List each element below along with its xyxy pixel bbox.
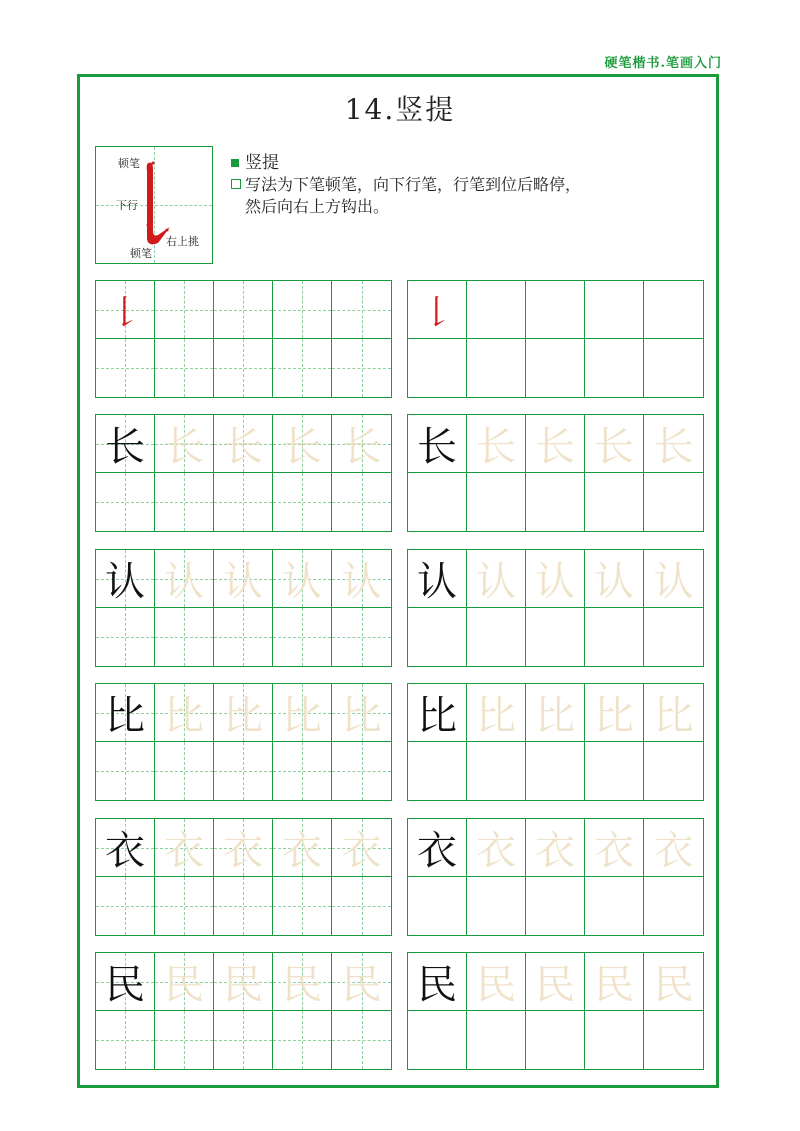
- grid-cell[interactable]: [467, 281, 526, 339]
- grid-cell[interactable]: 比: [644, 684, 703, 742]
- demo-label-right: 右上挑: [166, 235, 199, 248]
- practice-grid-3-left: [95, 683, 392, 801]
- page-title: 14.竖提: [344, 93, 456, 126]
- grid-cell[interactable]: 衣: [155, 819, 214, 877]
- grid-cell[interactable]: [155, 1011, 214, 1069]
- grid-cell[interactable]: [526, 608, 585, 666]
- grid-cell[interactable]: 长: [155, 415, 214, 473]
- stroke-method-cont: 然后向右上方钩出。: [245, 197, 390, 216]
- grid-cell[interactable]: [467, 877, 526, 935]
- grid-cell[interactable]: 比: [585, 684, 644, 742]
- grid-cell[interactable]: 比: [332, 684, 391, 742]
- grid-cell[interactable]: [467, 1011, 526, 1069]
- grid-cell[interactable]: [526, 339, 585, 397]
- grid-cell[interactable]: [96, 1011, 155, 1069]
- grid-cell[interactable]: [332, 1011, 391, 1069]
- grid-cell[interactable]: 衣: [332, 819, 391, 877]
- grid-cell[interactable]: 民: [644, 953, 703, 1011]
- grid-cell[interactable]: 比: [273, 684, 332, 742]
- grid-cell[interactable]: 民: [585, 953, 644, 1011]
- stroke-description: [231, 152, 701, 218]
- grid-cell[interactable]: 长: [585, 415, 644, 473]
- grid-cell[interactable]: 衣: [644, 819, 703, 877]
- grid-cell[interactable]: [526, 281, 585, 339]
- grid-cell[interactable]: 衣: [467, 819, 526, 877]
- grid-cell[interactable]: 民: [332, 953, 391, 1011]
- grid-cell[interactable]: [332, 473, 391, 531]
- grid-cell[interactable]: [585, 877, 644, 935]
- grid-cell[interactable]: [408, 339, 467, 397]
- grid-cell[interactable]: 认: [408, 550, 467, 608]
- practice-grid-3-right: [407, 683, 704, 801]
- practice-grid-2-right: [407, 549, 704, 667]
- grid-cell[interactable]: [585, 281, 644, 339]
- grid-cell[interactable]: 民: [526, 953, 585, 1011]
- grid-cell[interactable]: 认: [96, 550, 155, 608]
- demo-label-middle: 下行: [116, 199, 138, 212]
- grid-cell[interactable]: [273, 473, 332, 531]
- grid-cell[interactable]: [96, 339, 155, 397]
- grid-cell[interactable]: [273, 877, 332, 935]
- grid-cell[interactable]: [155, 339, 214, 397]
- practice-grid-4-left: [95, 818, 392, 936]
- header-tag: 硬笔楷书.笔画入门: [604, 56, 722, 71]
- grid-cell[interactable]: 长: [644, 415, 703, 473]
- bullet-empty-icon: [231, 179, 241, 189]
- grid-cell[interactable]: [214, 1011, 273, 1069]
- grid-cell[interactable]: [467, 742, 526, 800]
- grid-cell[interactable]: [585, 1011, 644, 1069]
- practice-grid-1-left: [95, 414, 392, 532]
- grid-cell[interactable]: 认: [273, 550, 332, 608]
- grid-cell[interactable]: 比: [214, 684, 273, 742]
- grid-cell[interactable]: 长: [214, 415, 273, 473]
- practice-grid-4-right: [407, 818, 704, 936]
- practice-grid-0-right: [407, 280, 704, 398]
- grid-cell[interactable]: 民: [273, 953, 332, 1011]
- grid-cell[interactable]: 衣: [526, 819, 585, 877]
- grid-cell[interactable]: [214, 339, 273, 397]
- grid-cell[interactable]: 认: [526, 550, 585, 608]
- stroke-name: 竖提: [245, 153, 279, 173]
- grid-cell[interactable]: 民: [467, 953, 526, 1011]
- grid-cell[interactable]: 长: [96, 415, 155, 473]
- grid-cell[interactable]: [644, 608, 703, 666]
- grid-cell[interactable]: [526, 473, 585, 531]
- grid-cell[interactable]: [214, 742, 273, 800]
- practice-grid-0-left: [95, 280, 392, 398]
- grid-cell[interactable]: [644, 281, 703, 339]
- grid-cell[interactable]: [467, 608, 526, 666]
- grid-cell[interactable]: 衣: [96, 819, 155, 877]
- grid-cell[interactable]: [585, 339, 644, 397]
- demo-label-bottom: 顿笔: [130, 247, 152, 260]
- grid-cell[interactable]: [96, 473, 155, 531]
- grid-cell[interactable]: [332, 339, 391, 397]
- practice-grid-1-right: [407, 414, 704, 532]
- grid-cell[interactable]: 认: [155, 550, 214, 608]
- grid-cell[interactable]: [332, 877, 391, 935]
- practice-grid-5-left: [95, 952, 392, 1070]
- grid-cell[interactable]: [408, 742, 467, 800]
- grid-cell[interactable]: [155, 742, 214, 800]
- grid-cell[interactable]: 衣: [214, 819, 273, 877]
- grid-cell[interactable]: [214, 608, 273, 666]
- grid-cell[interactable]: [96, 877, 155, 935]
- grid-cell[interactable]: 认: [585, 550, 644, 608]
- grid-cell[interactable]: [585, 742, 644, 800]
- grid-cell[interactable]: [467, 339, 526, 397]
- grid-cell[interactable]: [273, 608, 332, 666]
- grid-cell[interactable]: [467, 473, 526, 531]
- grid-cell[interactable]: 民: [214, 953, 273, 1011]
- grid-cell[interactable]: [273, 1011, 332, 1069]
- grid-cell[interactable]: [155, 877, 214, 935]
- grid-cell[interactable]: [273, 281, 332, 339]
- grid-cell[interactable]: 长: [467, 415, 526, 473]
- grid-cell[interactable]: [526, 877, 585, 935]
- grid-cell[interactable]: [214, 473, 273, 531]
- grid-cell[interactable]: 长: [526, 415, 585, 473]
- practice-grid-2-left: [95, 549, 392, 667]
- grid-cell[interactable]: [644, 1011, 703, 1069]
- demo-label-top: 顿笔: [118, 157, 140, 170]
- grid-cell[interactable]: 𠄌: [96, 281, 155, 339]
- grid-cell[interactable]: 长: [273, 415, 332, 473]
- grid-cell[interactable]: 衣: [273, 819, 332, 877]
- grid-cell[interactable]: [155, 608, 214, 666]
- grid-cell[interactable]: [644, 877, 703, 935]
- grid-cell[interactable]: [526, 1011, 585, 1069]
- grid-cell[interactable]: [96, 742, 155, 800]
- grid-cell[interactable]: 认: [644, 550, 703, 608]
- grid-cell[interactable]: 衣: [585, 819, 644, 877]
- grid-cell[interactable]: [155, 281, 214, 339]
- grid-cell[interactable]: 民: [408, 953, 467, 1011]
- grid-cell[interactable]: [332, 742, 391, 800]
- grid-cell[interactable]: [526, 742, 585, 800]
- grid-cell[interactable]: 认: [467, 550, 526, 608]
- grid-cell[interactable]: [408, 608, 467, 666]
- grid-cell[interactable]: [408, 877, 467, 935]
- grid-cell[interactable]: 民: [96, 953, 155, 1011]
- grid-cell[interactable]: 认: [214, 550, 273, 608]
- grid-cell[interactable]: 长: [332, 415, 391, 473]
- grid-cell[interactable]: 比: [467, 684, 526, 742]
- grid-cell[interactable]: [273, 742, 332, 800]
- grid-cell[interactable]: 衣: [408, 819, 467, 877]
- grid-cell[interactable]: [408, 473, 467, 531]
- grid-cell[interactable]: 比: [155, 684, 214, 742]
- grid-cell[interactable]: [644, 742, 703, 800]
- practice-grid-5-right: [407, 952, 704, 1070]
- grid-cell[interactable]: [155, 473, 214, 531]
- grid-cell[interactable]: [214, 281, 273, 339]
- grid-cell[interactable]: 民: [155, 953, 214, 1011]
- stroke-demo-box: [95, 146, 213, 264]
- grid-cell[interactable]: [585, 473, 644, 531]
- grid-cell[interactable]: 认: [332, 550, 391, 608]
- grid-cell[interactable]: 长: [408, 415, 467, 473]
- grid-cell[interactable]: [644, 339, 703, 397]
- grid-cell[interactable]: 𠄌: [408, 281, 467, 339]
- grid-cell[interactable]: [585, 608, 644, 666]
- bullet-filled-icon: [231, 159, 239, 167]
- grid-cell[interactable]: 比: [96, 684, 155, 742]
- grid-cell[interactable]: [273, 339, 332, 397]
- grid-cell[interactable]: 比: [526, 684, 585, 742]
- grid-cell[interactable]: [332, 608, 391, 666]
- grid-cell[interactable]: [408, 1011, 467, 1069]
- stroke-method: 写法为下笔顿笔，向下行笔，行笔到位后略停，: [245, 175, 582, 194]
- grid-cell[interactable]: [96, 608, 155, 666]
- grid-cell[interactable]: [332, 281, 391, 339]
- grid-cell[interactable]: [644, 473, 703, 531]
- grid-cell[interactable]: [214, 877, 273, 935]
- grid-cell[interactable]: 比: [408, 684, 467, 742]
